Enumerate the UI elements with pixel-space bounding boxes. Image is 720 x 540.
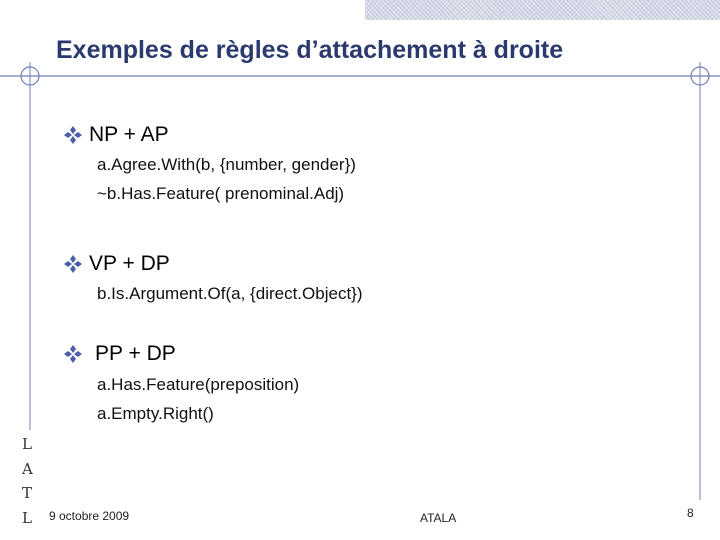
bullet-pp-dp — [63, 342, 176, 366]
logo-letter: A — [22, 460, 33, 478]
logo-letter: L — [22, 509, 32, 527]
bullet-label: PP + DP — [95, 342, 176, 365]
rule-line: a.Empty.Right() — [97, 404, 214, 423]
slide-title: Exemples de règles d’attachement à droite — [56, 36, 564, 64]
logo-letter: T — [22, 484, 33, 502]
diamond-bullet-icon — [63, 344, 83, 364]
bullet-np-ap — [63, 123, 169, 147]
rule-line: a.Has.Feature(preposition) — [97, 375, 300, 394]
diamond-bullet-icon — [63, 125, 83, 145]
diamond-bullet-icon — [63, 254, 83, 274]
logo-letter: L — [22, 435, 32, 453]
footer-date: 9 octobre 2009 — [49, 509, 130, 523]
bullet-label: NP + AP — [89, 123, 169, 146]
rule-line: ~b.Has.Feature( prenominal.Adj) — [97, 184, 345, 203]
bullet-vp-dp — [63, 252, 170, 276]
bullet-label: VP + DP — [89, 252, 170, 275]
footer-org: ATALA — [420, 511, 457, 525]
rule-line: b.Is.Argument.Of(a, {direct.Object}) — [97, 284, 363, 303]
rule-line: a.Agree.With(b, {number, gender}) — [97, 155, 356, 174]
page-number: 8 — [687, 506, 694, 520]
